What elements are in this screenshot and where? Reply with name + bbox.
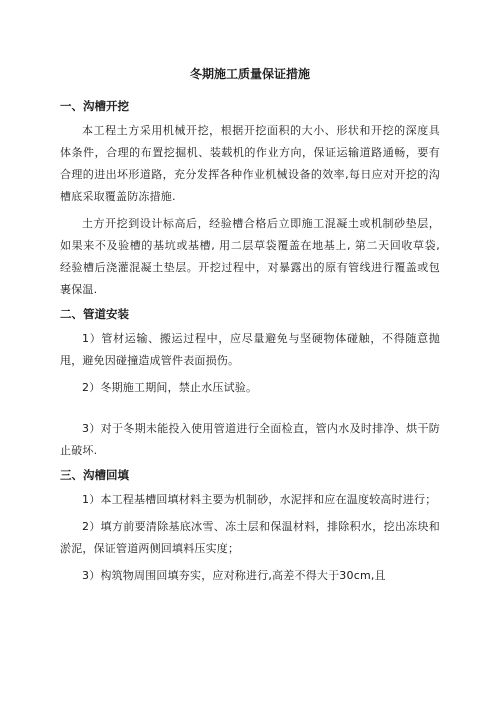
paragraph: 3）对于冬期未能投入使用管道进行全面检直，管内水及时排净、烘干防止破坏.	[60, 422, 440, 457]
paragraph: 2）冬期施工期间，禁止水压试验。	[82, 381, 258, 394]
paragraph: 1）本工程基槽回填材料主要为机制砂，水泥拌和应在温度较高时进行；	[82, 493, 437, 506]
paragraph: 本工程土方采用机械开挖，根据开挖面积的大小、形状和开挖的深度具体条件，合理的布置挖掘机、装载机的作业方向，保证运输道路通畅，要有合理的进出坏形道路，充分发挥各种作业机械设备的效率,每日应对开挖的沟槽底采取覆盖防冻措施.	[60, 124, 440, 203]
section-heading-pipe-installation: 二、管道安装	[60, 307, 129, 321]
paragraph: 1）管材运输、搬运过程中，应尽量避免与坚硬物体碰触，不得随意抛甩，避免因碰撞造成管件表面损伤。	[60, 332, 440, 367]
paragraph: 2）填方前要清除基底冰雪、冻土层和保温材料，排除积水，挖出冻块和淤泥，保证管道两侧回填料压实度；	[60, 520, 440, 555]
paragraph: 土方开挖到设计标高后，经验槽合格后立即施工混凝土或机制砂垫层，如果来不及验槽的基坑或基槽, 用二层草袋覆盖在地基上, 第二天回收草袋, 经验槽后浇灌混凝土垫层。开挖过程中，对暴露出的原有管线进行覆盖或包裹保温.	[60, 217, 440, 296]
section-heading-excavation: 一、沟槽开挖	[60, 99, 129, 113]
paragraph: 3）构筑物周围回填夯实，应对称进行,高差不得大于30cm,且	[82, 569, 386, 582]
section-heading-backfill: 三、沟槽回填	[60, 468, 129, 482]
document-title: 冬期施工质量保证措施	[189, 67, 310, 81]
spacer	[60, 404, 440, 418]
